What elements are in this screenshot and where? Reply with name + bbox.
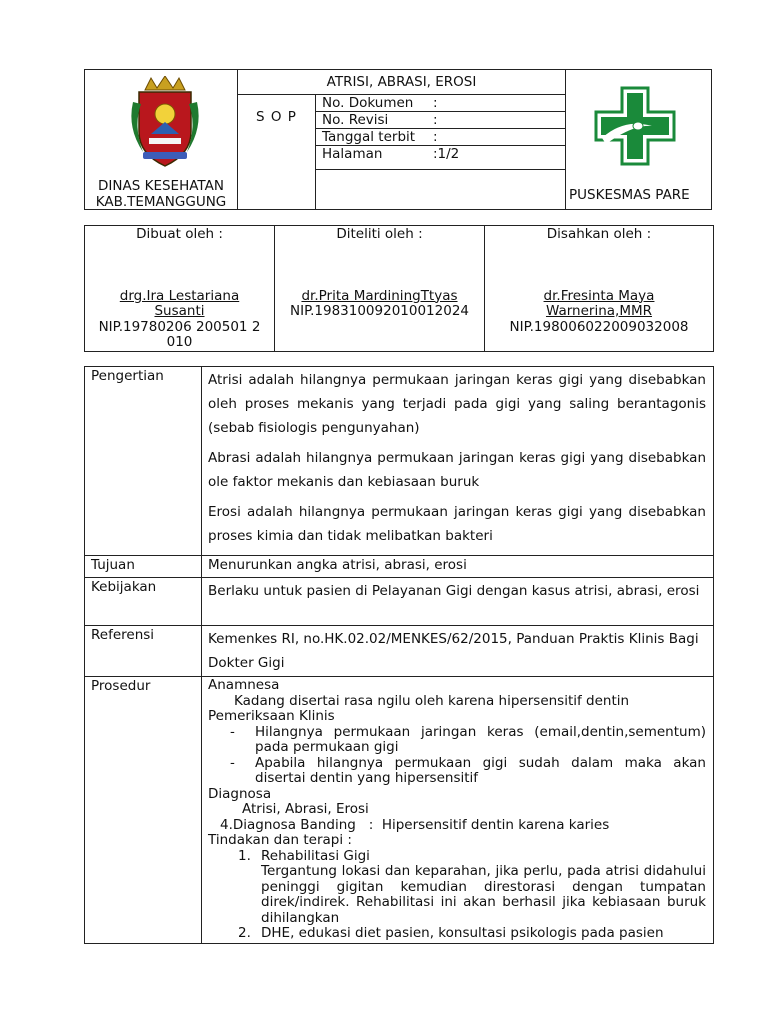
checked-by-cell xyxy=(275,226,485,352)
right-org-name: PUSKESMAS PARE xyxy=(569,187,690,203)
left-logo-cell xyxy=(85,70,238,210)
section-label: Kebijakan xyxy=(85,578,202,626)
sop-label: S O P xyxy=(238,95,316,210)
exam-bullet xyxy=(208,725,706,756)
diagnosa-banding: 4.Diagnosa Banding : Hipersensitif dentin karena karies xyxy=(220,816,610,833)
meta-label: Tanggal terbit xyxy=(322,129,416,145)
bullet-text: Hilangnya permukaan jaringan keras (email,dentin,sementum) pada permukaan gigi xyxy=(255,723,706,755)
approved-by-nip: NIP.198006022009032008 xyxy=(509,318,689,335)
checked-by-name: dr.Prita MardiningTtyas xyxy=(301,287,458,304)
therapy-item xyxy=(208,849,706,927)
meta-value: : xyxy=(433,95,438,111)
item-title: Rehabilitasi Gigi xyxy=(261,847,370,864)
exam-bullet xyxy=(208,756,706,787)
approved-by-name: dr.Fresinta Maya xyxy=(543,287,655,304)
section-content: Kemenkes RI, no.HK.02.02/MENKES/62/2015, Panduan Praktis Klinis Bagi Dokter Gigi xyxy=(202,626,714,677)
sop-header-table xyxy=(84,69,712,210)
section-kebijakan xyxy=(85,578,714,626)
diagnosa-text: Atrisi, Abrasi, Erosi xyxy=(242,801,369,817)
meta-cell xyxy=(316,95,566,170)
section-pengertian xyxy=(85,367,714,556)
tindakan-heading: Tindakan dan terapi : xyxy=(208,832,352,848)
definition-atrisi: Atrisi adalah hilangnya permukaan jaringan keras gigi yang disebabkan oleh proses mekanis yang terjadi pada gigi yang saling berantagonis (sebab fisiologis pengunyahan) xyxy=(208,372,706,436)
meta-label: No. Revisi xyxy=(322,112,389,128)
meta-value: :1/2 xyxy=(433,146,460,162)
approved-by-cell xyxy=(485,226,714,352)
sop-content-table xyxy=(84,366,714,944)
item-body xyxy=(261,849,706,927)
section-tujuan xyxy=(85,556,714,578)
item-number: 1. xyxy=(238,847,251,864)
made-by-nip-2: 010 xyxy=(166,334,193,350)
made-by-heading: Dibuat oleh : xyxy=(136,226,223,242)
bullet-mark: - xyxy=(230,723,235,740)
section-label: Pengertian xyxy=(85,367,202,556)
meta-label: No. Dokumen xyxy=(322,95,414,111)
made-by-name: drg.Ira Lestariana xyxy=(119,287,240,304)
definition-abrasi: Abrasi adalah hilangnya permukaan jaringan keras gigi yang disebabkan ole faktor mekanis dan kebiasaan buruk xyxy=(208,450,706,490)
left-org-name xyxy=(85,178,237,210)
meta-row xyxy=(316,146,565,162)
bullet-mark: - xyxy=(230,754,235,771)
section-content xyxy=(202,367,714,556)
made-by-cell xyxy=(85,226,275,352)
item-text: Tergantung lokasi dan keparahan, jika perlu, pada atrisi didahului peninggi gigitan kemudian direstorasi dengan tumpatan direk/indirek. Rehabilitasi ini akan berhasil jika kebiasaan buruk dihilangkan xyxy=(261,863,706,926)
anamnesa-text: Kadang disertai rasa ngilu oleh karena hipersensitif dentin xyxy=(234,692,630,709)
therapy-item xyxy=(208,926,706,942)
definition-erosi: Erosi adalah hilangnya permukaan jaringan keras gigi yang disebabkan proses kimia dan tidak melibatkan bakteri xyxy=(208,504,706,544)
section-content: Menurunkan angka atrisi, abrasi, erosi xyxy=(202,556,714,578)
section-label: Tujuan xyxy=(85,556,202,578)
right-logo-cell xyxy=(566,70,712,210)
diagnosa-heading: Diagnosa xyxy=(208,785,272,802)
section-content: Berlaku untuk pasien di Pelayanan Gigi dengan kasus atrisi, abrasi, erosi xyxy=(202,578,714,626)
section-label: Referensi xyxy=(85,626,202,677)
approval-table xyxy=(84,225,714,352)
pemeriksaan-heading: Pemeriksaan Klinis xyxy=(208,708,335,724)
made-by-name-2: Susanti xyxy=(154,303,205,319)
section-prosedur xyxy=(85,677,714,944)
checked-by-heading: Diteliti oleh : xyxy=(336,226,423,242)
document-title: ATRISI, ABRASI, EROSI xyxy=(238,70,566,95)
kabupaten-crest-icon xyxy=(125,76,205,168)
checked-by-nip: NIP.198310092010012024 xyxy=(289,303,469,319)
item-text: DHE, edukasi diet pasien, konsultasi psikologis pada pasien xyxy=(261,926,664,941)
meta-row xyxy=(316,95,565,112)
meta-row xyxy=(316,112,565,129)
approved-by-name-2: Warnerina,MMR xyxy=(545,303,653,319)
meta-blank-cell xyxy=(316,170,566,210)
approved-by-heading: Disahkan oleh : xyxy=(546,226,652,242)
anamnesa-heading: Anamnesa xyxy=(208,677,280,693)
meta-row xyxy=(316,129,565,146)
org-line-2: KAB.TEMANGGUNG xyxy=(95,194,227,210)
item-number: 2. xyxy=(238,925,251,941)
meta-value: : xyxy=(433,129,438,145)
org-line-1: DINAS KESEHATAN xyxy=(98,178,224,194)
meta-value: : xyxy=(433,112,438,128)
bullet-text: Apabila hilangnya permukaan gigi sudah dalam maka akan disertai dentin yang hipersensitif xyxy=(255,754,706,786)
section-label: Prosedur xyxy=(85,677,202,944)
section-content xyxy=(202,677,714,944)
made-by-nip: NIP.19780206 200501 2 xyxy=(98,318,261,335)
section-referensi xyxy=(85,626,714,677)
meta-label: Halaman xyxy=(322,146,383,162)
puskesmas-logo-icon xyxy=(594,86,676,166)
